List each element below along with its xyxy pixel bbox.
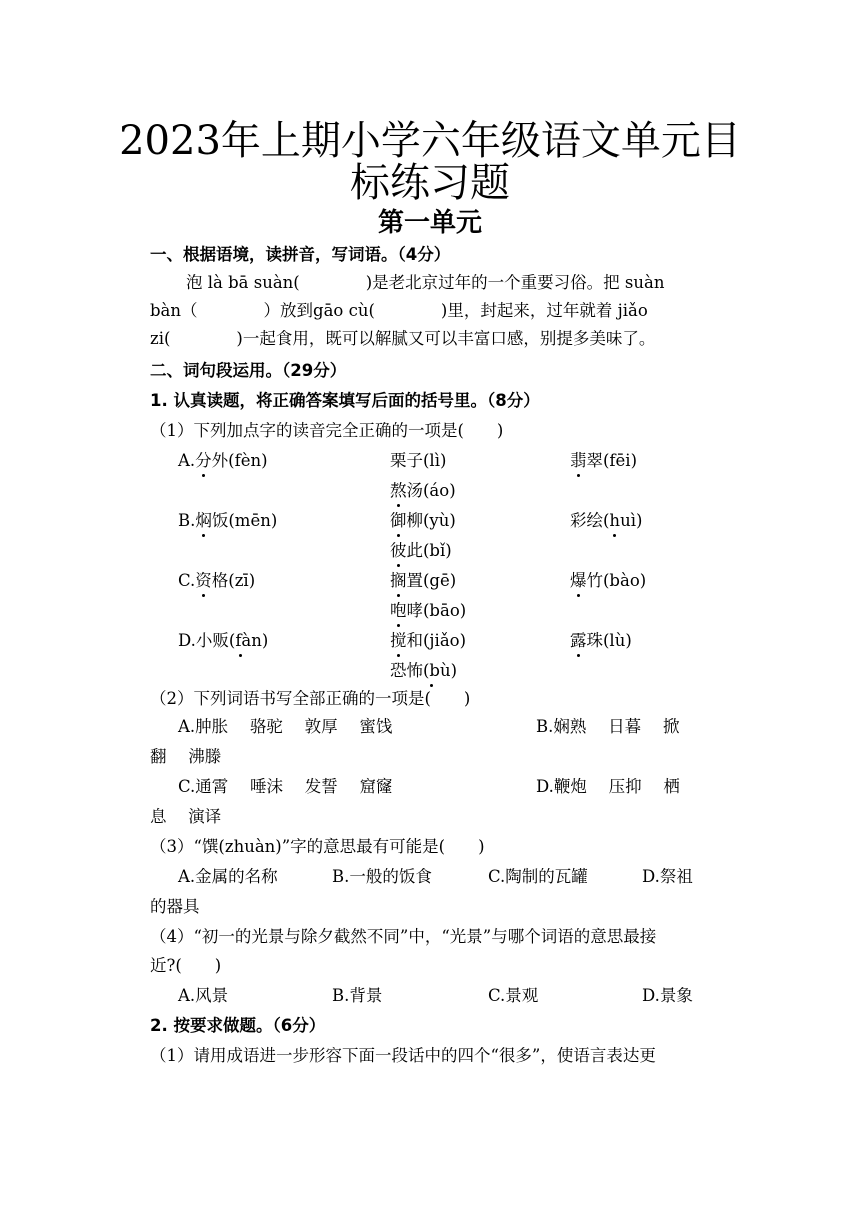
q1-sub3-option-d: D.祭祖 xyxy=(642,867,693,886)
section2-heading: 二、词句段运用。（29分） xyxy=(150,361,347,380)
q1-sub3-option-b: B.一般的饭食 xyxy=(332,867,432,886)
q2-heading: 2. 按要求做题。（6分） xyxy=(150,1016,326,1035)
option-text: 汤(áo) xyxy=(406,481,456,500)
dotted-char: 分 xyxy=(195,451,212,470)
q1-sub3-option-a: A.金属的名称 xyxy=(178,867,278,886)
q1-sub4-option-d: D.景象 xyxy=(642,986,693,1005)
q1-sub1-option-c-col4 xyxy=(390,600,466,622)
option-text: 珠(lù) xyxy=(586,631,632,650)
dotted-char: 怖(bù) xyxy=(406,661,458,680)
option-text: 柳(yù) xyxy=(406,511,456,530)
q1-sub1-option-d-col2 xyxy=(390,630,466,652)
section1-text-line1: 泡 là bā suàn( )是老北京过年的一个重要习俗。把 suàn xyxy=(186,273,665,292)
q1-sub4-option-c: C.景观 xyxy=(488,986,539,1005)
q1-sub1-option-c-col1 xyxy=(178,570,255,592)
q1-sub4-stem: （4）“初一的光景与除夕截然不同”中，“光景”与哪个词语的意思最接 xyxy=(150,927,657,946)
option-label: A. xyxy=(178,451,196,470)
dotted-char: 爆 xyxy=(570,571,587,590)
q1-sub1-stem: （1）下列加点字的读音完全正确的一项是( ) xyxy=(150,421,504,440)
q1-sub1-option-b-col1 xyxy=(178,510,277,532)
dotted-char: 熬 xyxy=(390,481,407,500)
option-text: 哮(bāo) xyxy=(406,601,467,620)
q1-sub3-option-d-cont: 的器具 xyxy=(150,897,200,916)
dotted-char: 搁 xyxy=(390,571,407,590)
q1-sub2-option-c: C.通霄 唾沫 发誓 窟窿 xyxy=(178,777,393,796)
option-text: 竹(bào) xyxy=(586,571,647,590)
dotted-char: 资 xyxy=(195,571,212,590)
section1-text-line3: zi( )一起食用，既可以解腻又可以丰富口感，别提多美味了。 xyxy=(150,329,656,348)
q1-sub1-option-a-col3 xyxy=(570,450,637,472)
option-text: 外(fèn) xyxy=(211,451,268,470)
q1-sub2-option-d: D.鞭炮 压抑 栖 xyxy=(536,777,680,796)
dotted-char: 御 xyxy=(390,511,407,530)
dotted-char: 翡 xyxy=(570,451,587,470)
q1-sub2-stem: （2）下列词语书写全部正确的一项是( ) xyxy=(150,689,471,708)
q1-sub1-option-d-col1 xyxy=(178,630,268,652)
q1-sub1-option-a-col4 xyxy=(390,480,456,502)
option-text: 翠(fēi) xyxy=(586,451,638,470)
option-label: B. xyxy=(178,511,196,530)
section1-heading: 一、根据语境，读拼音，写词语。（4分） xyxy=(150,245,451,264)
dotted-char: 贩(fàn) xyxy=(212,631,269,650)
option-text: 此(bǐ) xyxy=(406,541,452,560)
q1-sub1-option-d-col4 xyxy=(390,660,457,682)
q1-sub1-option-c-col3 xyxy=(570,570,646,592)
q1-sub2-option-a: A.肿胀 骆驼 敦厚 蜜饯 xyxy=(178,717,393,736)
dotted-char: 咆 xyxy=(390,601,407,620)
q1-sub1-option-a-col1 xyxy=(178,450,268,472)
unit-title: 第一单元 xyxy=(377,208,482,238)
q1-sub4-option-b: B.背景 xyxy=(332,986,383,1005)
dotted-char: 搅 xyxy=(390,631,407,650)
q1-sub3-option-c: C.陶制的瓦罐 xyxy=(488,867,588,886)
q2-sub1-stem: （1）请用成语进一步形容下面一段话中的四个“很多”，使语言表达更 xyxy=(150,1046,656,1065)
option-text: 彩 xyxy=(570,511,587,530)
q1-heading: 1. 认真读题，将正确答案填写后面的括号里。（8分） xyxy=(150,391,540,410)
dotted-char: 彼 xyxy=(390,541,407,560)
option-text: 饭(mēn) xyxy=(211,511,278,530)
option-text: 栗子 xyxy=(390,451,423,470)
q1-sub2-option-b: B.娴熟 日暮 掀 xyxy=(536,717,680,736)
q1-sub3-stem: （3）“馔(zhuàn)”字的意思最有可能是( ) xyxy=(150,837,485,856)
document-title-line2: 标练习题 xyxy=(350,160,510,206)
q1-sub1-option-b-col4 xyxy=(390,540,452,562)
section1-text-line2: bàn（ ）放到gāo cù( )里，封起来，过年就着 jiǎo xyxy=(150,301,648,320)
dotted-char: 绘(huì) xyxy=(586,511,643,530)
option-label: D. xyxy=(178,631,196,650)
option-text: 格(zī) xyxy=(211,571,256,590)
option-text: 恐 xyxy=(390,661,407,680)
q1-sub2-option-b-cont: 翻 沸滕 xyxy=(150,747,222,766)
q1-sub1-option-b-col3 xyxy=(570,510,642,532)
option-text: (lì) xyxy=(423,451,447,470)
q1-sub2-option-d-cont: 息 演译 xyxy=(150,807,222,826)
dotted-char: 露 xyxy=(570,631,587,650)
dotted-char: 焖 xyxy=(195,511,212,530)
q1-sub1-option-d-col3 xyxy=(570,630,632,652)
document-title-line1: 2023年上期小学六年级语文单元目 xyxy=(119,118,741,164)
q1-sub1-option-a-col2 xyxy=(390,450,446,472)
option-label: C. xyxy=(178,571,196,590)
option-text: 和(jiǎo) xyxy=(406,631,467,650)
option-text: 小 xyxy=(195,631,213,650)
option-text: 置(gē) xyxy=(406,571,457,590)
q1-sub4-stem-cont: 近?( ) xyxy=(150,956,222,975)
q1-sub1-option-c-col2 xyxy=(390,570,456,592)
q1-sub4-option-a: A.风景 xyxy=(178,986,229,1005)
q1-sub1-option-b-col2 xyxy=(390,510,456,532)
